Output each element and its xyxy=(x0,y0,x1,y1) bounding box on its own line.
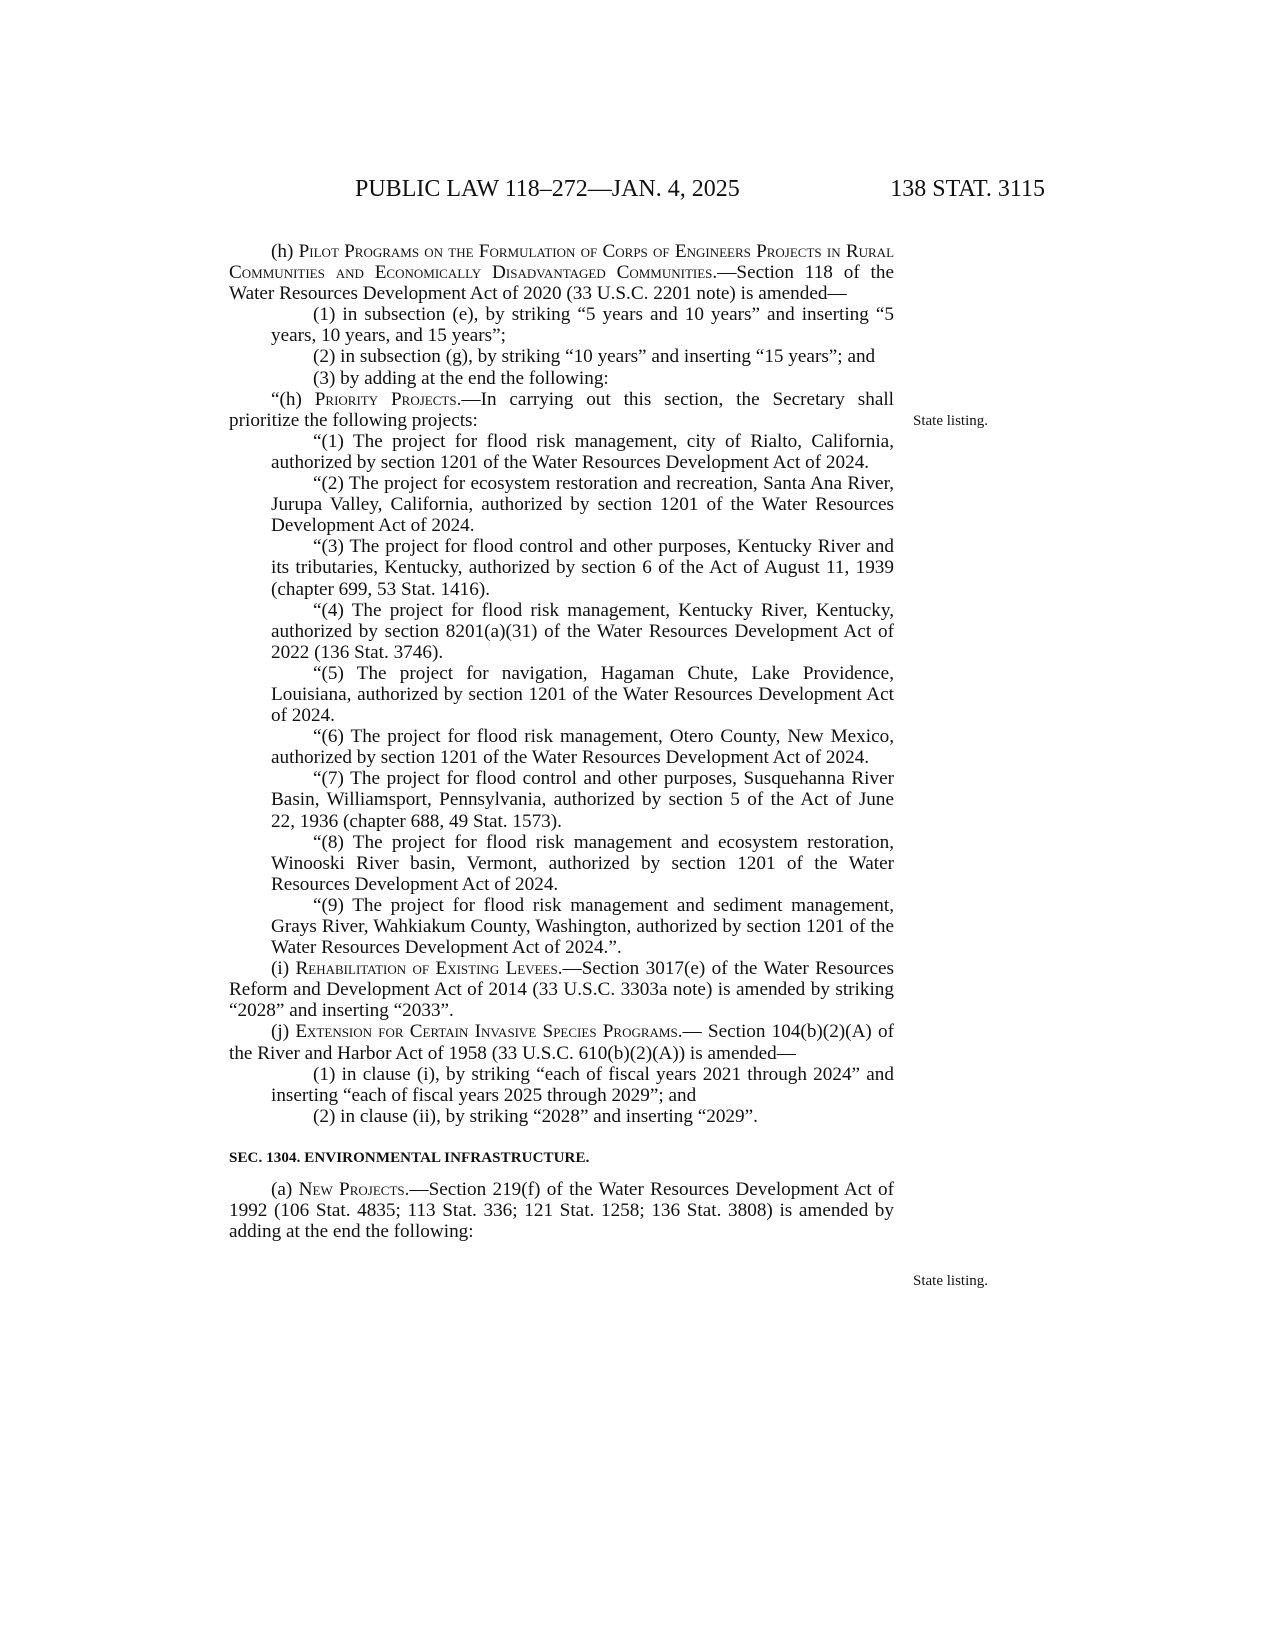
subsection-heading: Extension for Certain Invasive Species Programs xyxy=(295,1021,678,1043)
paragraph-j1: (1) in clause (i), by striking “each of fiscal years 2021 through 2024” and inserting “each of fiscal years 2025 through 2029”; and xyxy=(271,1063,894,1106)
subsection-h: (h) Pilot Programs on the Formulation of Corps of Engineers Projects in Rural Communities and Economically Disadvantaged Communities.—Section 118 of the Water Resources Development Act of 2020 (33 U.S.C. 2201 note) is amended— xyxy=(229,241,895,305)
project-item: “(6) The project for flood risk management, Otero County, New Mexico, authorized by section 1201 of the Water Resources Development Act of 2024. xyxy=(271,726,894,769)
stat-page-number: 138 STAT. 3115 xyxy=(890,176,1045,202)
project-item: “(7) The project for flood control and other purposes, Susquehanna River Basin, Williamsport, Pennsylvania, authorized by section 5 of the Act of June 22, 1936 (chapter 688, 49 Stat. 1573). xyxy=(271,768,894,832)
margin-note-state-listing: State listing. xyxy=(913,1273,988,1289)
project-item: “(1) The project for flood risk management, city of Rialto, California, authorized by section 1201 of the Water Resources Development Act of 2024. xyxy=(271,430,894,473)
priority-projects: “(h) Priority Projects.—In carrying out this section, the Secretary shall prioritize the following projects: xyxy=(229,388,894,431)
subsection-heading: Priority Projects xyxy=(314,388,457,410)
project-item: “(8) The project for flood risk management and ecosystem restoration, Winooski River basin, Vermont, authorized by section 1201 of the Water Resources Development Act of 2024. xyxy=(271,831,894,895)
project-item: “(4) The project for flood risk management, Kentucky River, Kentucky, authorized by section 8201(a)(31) of the Water Resources Development Act of 2022 (136 Stat. 3746). xyxy=(271,599,894,663)
section-heading: SEC. 1304. ENVIRONMENTAL INFRASTRUCTURE. xyxy=(229,1149,590,1166)
subsection-heading: New Projects xyxy=(298,1179,405,1201)
paragraph-h1: (1) in subsection (e), by striking “5 years and 10 years” and inserting “5 years, 10 years, and 15 years”; xyxy=(271,304,894,347)
document-body xyxy=(229,241,894,1242)
subsection-heading: Rehabilitation of Existing Levees xyxy=(295,958,558,980)
paragraph-h2: (2) in subsection (g), by striking “10 years” and inserting “15 years”; and xyxy=(313,346,876,368)
subsection-a: (a) New Projects.—Section 219(f) of the Water Resources Development Act of 1992 (106 Stat. 4835; 113 Stat. 336; 121 Stat. 1258; 136 Stat. 3808) is amended by adding at the end the following: xyxy=(229,1179,895,1243)
running-head: PUBLIC LAW 118–272—JAN. 4, 2025 xyxy=(355,176,740,202)
subsection-i: (i) Rehabilitation of Existing Levees.—Section 3017(e) of the Water Resources Reform and Development Act of 2014 (33 U.S.C. 3303a note) is amended by striking “2028” and inserting “2033”. xyxy=(229,958,894,1022)
project-item: “(3) The project for flood control and other purposes, Kentucky River and its tributaries, Kentucky, authorized by section 6 of the Act of August 11, 1939 (chapter 699, 53 Stat. 1416). xyxy=(271,536,894,600)
project-item: “(5) The project for navigation, Hagaman Chute, Lake Providence, Louisiana, authorized by section 1201 of the Water Resources Development Act of 2024. xyxy=(271,662,894,727)
subsection-heading: Pilot Programs on the Formulation of Corps of Engineers Projects in Rural Communities and Economically Disadvantaged Communities xyxy=(229,241,895,284)
project-item: “(2) The project for ecosystem restoration and recreation, Santa Ana River, Jurupa Valley, California, authorized by section 1201 of the Water Resources Development Act of 2024. xyxy=(271,473,894,537)
paragraph-h3: (3) by adding at the end the following: xyxy=(313,367,609,389)
paragraph-j2: (2) in clause (ii), by striking “2028” and inserting “2029”. xyxy=(313,1105,758,1127)
page-header xyxy=(355,176,1045,216)
subsection-j: (j) Extension for Certain Invasive Species Programs.— Section 104(b)(2)(A) of the River and Harbor Act of 1958 (33 U.S.C. 610(b)(2)(A)) is amended— xyxy=(229,1021,895,1064)
project-item: “(9) The project for flood risk management and sediment management, Grays River, Wahkiakum County, Washington, authorized by section 1201 of the Water Resources Development Act of 2024.”. xyxy=(271,894,894,959)
margin-note-state-listing: State listing. xyxy=(913,413,988,429)
